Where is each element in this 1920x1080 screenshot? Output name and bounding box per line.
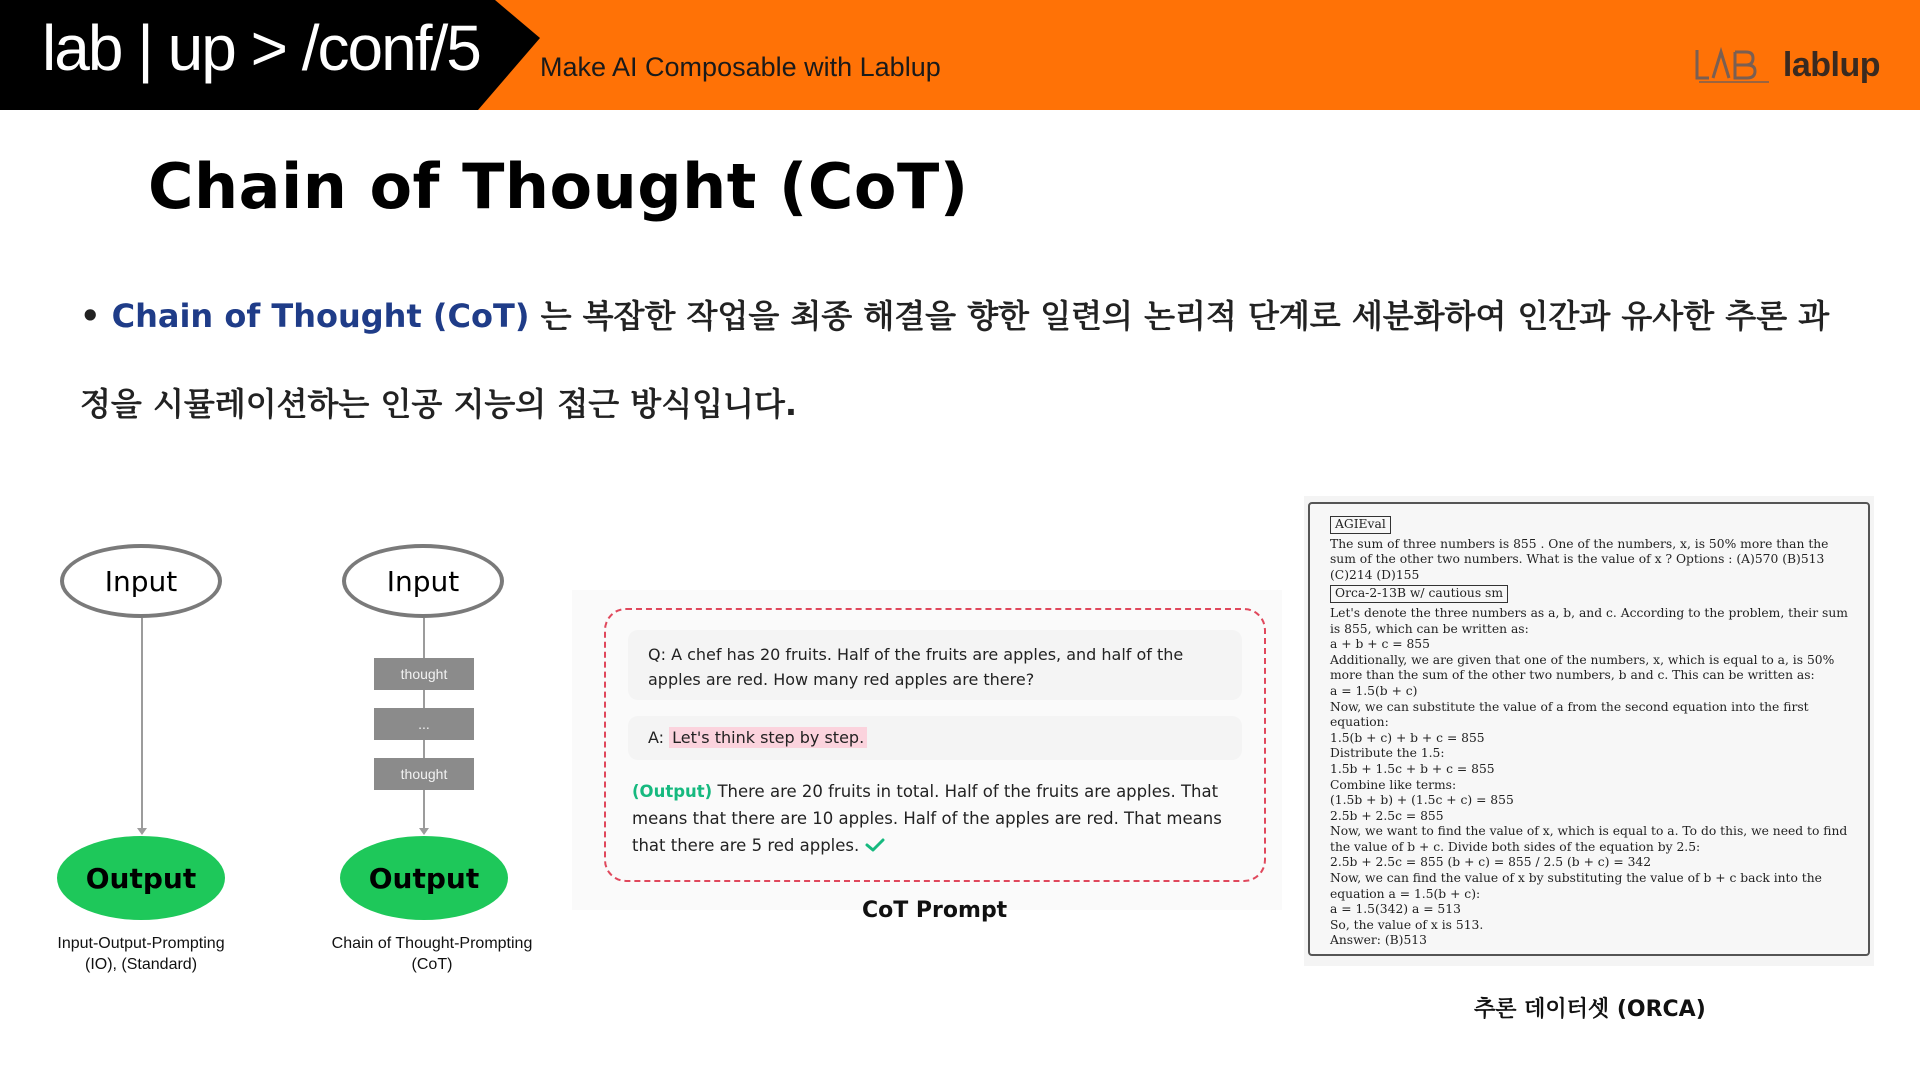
cot-prompt-card xyxy=(572,590,1282,910)
cot-caption-line1: Chain of Thought-Prompting xyxy=(331,935,533,952)
cot-output xyxy=(632,778,1242,859)
bullet-text: 는 복잡한 작업을 최종 해결을 향한 일련의 논리적 단계로 세분화하여 인간과 유사한 추론 과정을 시뮬레이션하는 인공 지능의 접근 방식입니다. xyxy=(80,297,1830,423)
orca-panel xyxy=(1308,502,1870,956)
cot-diagram-caption xyxy=(320,933,544,975)
orca-reasoning xyxy=(1330,606,1848,949)
orca-line: (1.5b + b) + (1.5c + c) = 855 xyxy=(1330,793,1514,808)
io-output-node xyxy=(57,836,225,920)
orca-line: So, the value of x is 513. xyxy=(1330,917,1484,932)
cot-arrowhead-icon xyxy=(419,828,429,835)
cot-output-label: Output xyxy=(368,861,480,895)
cot-thought-box-ellipsis xyxy=(374,708,474,740)
conference-title: lab | up > /conf/5 xyxy=(42,12,480,84)
cot-answer-prefix: A: xyxy=(648,728,670,747)
orca-question: The sum of three numbers is 855 . One of the numbers, x, is 50% more than the sum of the other two numbers. What is the value of x ? Options : (A)570 (B)513 (C)214 (D)155 xyxy=(1330,536,1829,582)
io-output-label: Output xyxy=(85,861,197,895)
cot-caption-line2: (CoT) xyxy=(411,956,453,973)
io-input-node xyxy=(60,544,222,618)
cot-thought-label-ellipsis: ... xyxy=(418,716,430,732)
cot-output-text: There are 20 fruits in total. Half of the fruits are apples. That means that there are 10 apples. Half of the apples are red. That means that there are 5 red apples. xyxy=(632,782,1222,855)
orca-line: Now, we can substitute the value of a from the second equation into the first equation: xyxy=(1330,699,1809,730)
orca-tag: AGIEval xyxy=(1330,516,1391,534)
cot-connector-line-4 xyxy=(423,790,425,830)
cot-output-node xyxy=(340,836,508,920)
orca-line: Now, we can find the value of x by substituting the value of b + c back into the equation a = 1.5(b + c): xyxy=(1330,871,1822,901)
orca-line: Now, we want to find the value of x, which is equal to a. To do this, we need to find the value of b + c. Divide both sides of the equation by 2.5: xyxy=(1330,824,1848,854)
orca-line: Distribute the 1.5: xyxy=(1330,746,1445,761)
orca-line: Answer: (B)513 xyxy=(1330,933,1427,948)
cot-question: Q: A chef has 20 fruits. Half of the fruits are apples, and half of the apples are red. How many red apples are there? xyxy=(628,630,1242,700)
orca-line: a + b + c = 855 xyxy=(1330,637,1430,652)
slide-title: Chain of Thought (CoT) xyxy=(148,150,969,223)
orca-line: Let's denote the three numbers as a, b, and c. According to the problem, their sum is 855, which can be written as: xyxy=(1330,605,1848,636)
bullet-paragraph xyxy=(80,272,1840,448)
orca-line: 1.5(b + c) + b + c = 855 xyxy=(1330,730,1485,745)
cot-thought-box-1 xyxy=(374,658,474,690)
io-caption-line1: Input-Output-Prompting xyxy=(57,935,225,952)
cot-input-node xyxy=(342,544,504,618)
io-caption-line2: (IO), (Standard) xyxy=(84,956,198,973)
io-input-label: Input xyxy=(104,564,178,598)
cot-output-tag: (Output) xyxy=(632,782,713,801)
orca-line: 2.5b + 2.5c = 855 (b + c) = 855 / 2.5 (b + c) = 342 xyxy=(1330,855,1652,870)
orca-line: Additionally, we are given that one of the numbers, x, which is equal to a, is 50% more than the sum of the other two numbers, b and c. This can be written as: xyxy=(1330,652,1835,683)
orca-line: a = 1.5(b + c) xyxy=(1330,683,1418,698)
orca-figure xyxy=(1304,496,1874,966)
bullet-dot: • xyxy=(80,297,112,335)
cot-thought-label-2: thought xyxy=(400,766,448,782)
cot-connector-line-1 xyxy=(423,618,425,658)
cot-input-label: Input xyxy=(386,564,460,598)
orca-line: a = 1.5(342) a = 513 xyxy=(1330,902,1461,917)
cot-thought-label-1: thought xyxy=(400,666,448,682)
io-caption xyxy=(36,933,246,975)
cot-answer xyxy=(628,716,1242,760)
cot-connector-line-2 xyxy=(423,690,425,708)
orca-line: 2.5b + 2.5c = 855 xyxy=(1330,808,1444,823)
check-icon xyxy=(865,838,885,852)
io-arrowhead-icon xyxy=(137,828,147,835)
orca-caption: 추론 데이터셋 (ORCA) xyxy=(1474,997,1706,1022)
header-tagline: Make AI Composable with Lablup xyxy=(540,52,941,82)
orca-line: Combine like terms: xyxy=(1330,777,1457,792)
bullet-term: Chain of Thought (CoT) xyxy=(111,297,530,335)
brand-name: lablup xyxy=(1782,45,1880,84)
orca-line: 1.5b + 1.5c + b + c = 855 xyxy=(1330,761,1495,776)
lablup-logo-icon xyxy=(1693,44,1773,86)
orca-model-tag: Orca-2-13B w/ cautious sm xyxy=(1330,585,1508,603)
brand xyxy=(1693,44,1880,86)
cot-thought-box-2 xyxy=(374,758,474,790)
cot-answer-highlight: Let's think step by step. xyxy=(669,727,867,748)
cot-prompt-caption: CoT Prompt xyxy=(862,898,1008,923)
cot-connector-line-3 xyxy=(423,740,425,758)
io-connector-line xyxy=(141,618,143,830)
